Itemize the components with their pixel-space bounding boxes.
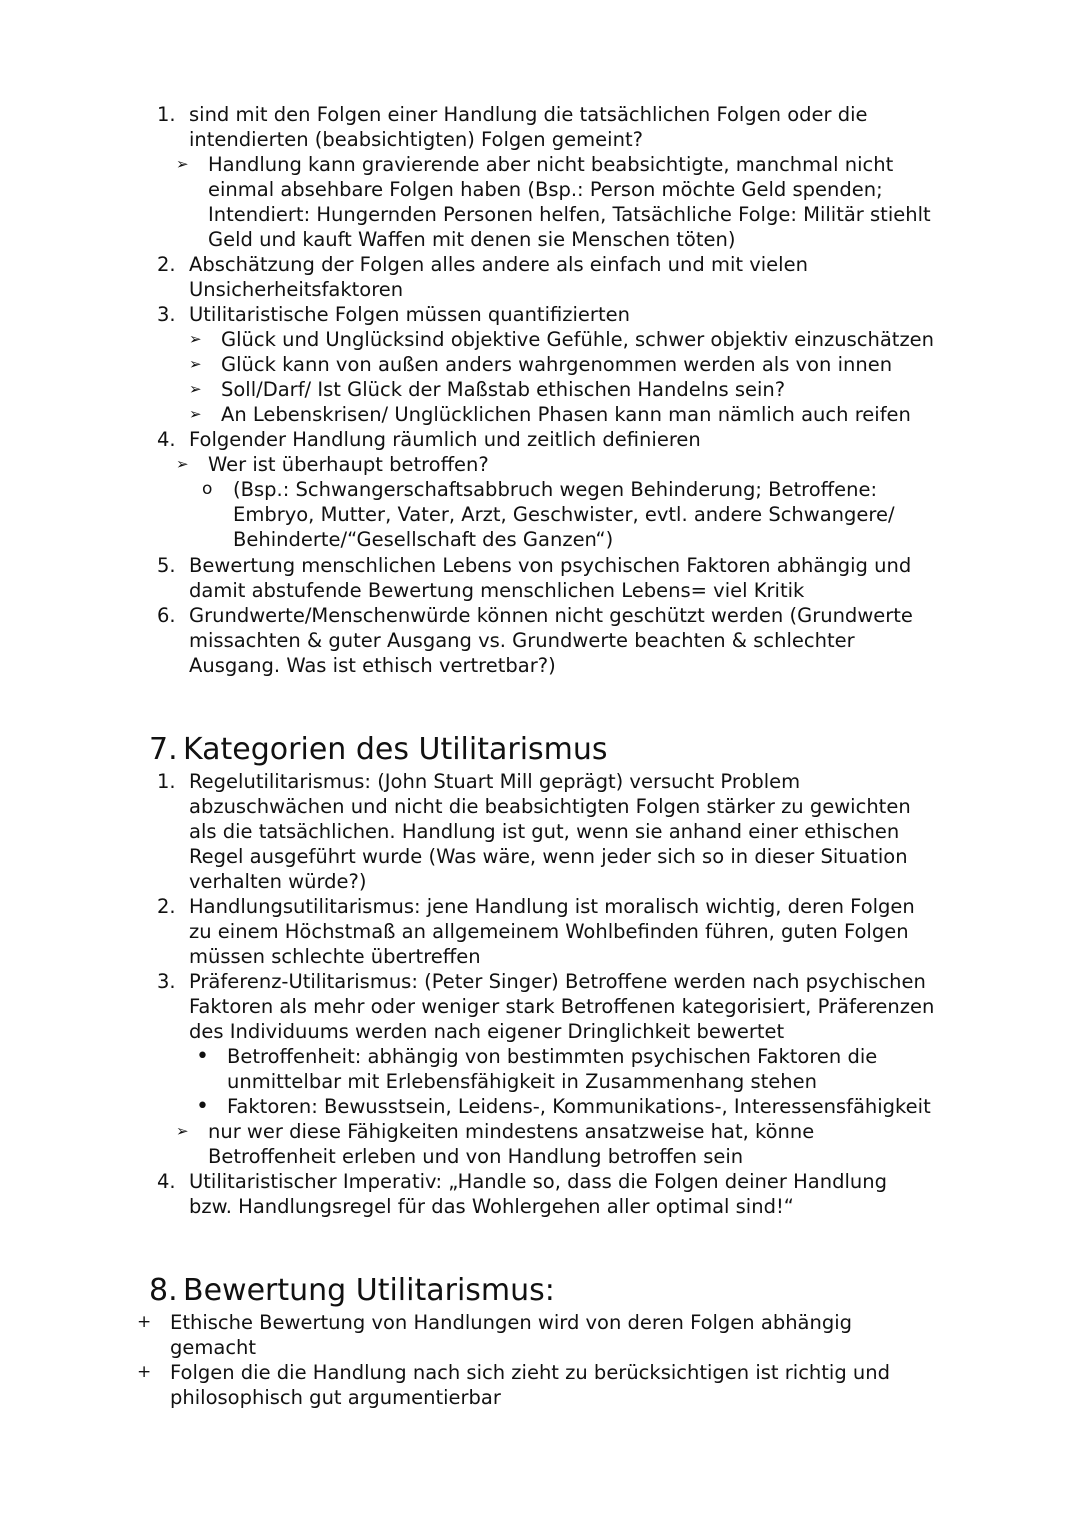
arrow-bullet-icon: ➢ [176,155,189,173]
heading-title: Kategorien des Utilitarismus [183,732,608,767]
list-number: 4. [157,1170,176,1193]
arrow-bullet-icon: ➢ [189,380,202,398]
text-line: gemacht [170,1336,257,1359]
text-line: Intendiert: Hungernden Personen helfen, Tatsächliche Folge: Militär stiehlt [208,203,931,226]
text-line: als die tatsächlichen. Handlung ist gut, wenn sie anhand einer ethischen [189,820,900,843]
text-line: Geld und kauft Waffen mit denen sie Menschen töten) [208,228,736,251]
text-line: damit abstufende Bewertung menschlichen Lebens= viel Kritik [189,579,805,602]
arrow-bullet-icon: ➢ [189,355,202,373]
text-line: missachten & guter Ausgang vs. Grundwerte beachten & schlechter [189,629,855,652]
text-line: Behinderte/“Gesellschaft des Ganzen“) [233,528,614,551]
text-line: Folgender Handlung räumlich und zeitlich definieren [189,428,701,451]
arrow-bullet-icon: ➢ [189,405,202,423]
text-line: des Individuums werden nach eigener Dringlichkeit bewertet [189,1020,785,1043]
text-line: Betroffenheit erleben und von Handlung betroffen sein [208,1145,744,1168]
arrow-bullet-icon: ➢ [189,330,202,348]
text-line: Soll/Darf/ Ist Glück der Maßstab ethischen Handelns sein? [221,378,786,401]
text-line: Präferenz-Utilitarismus: (Peter Singer) Betroffene werden nach psychischen [189,970,926,993]
bullet-dot-icon: • [196,1044,209,1069]
circle-bullet-icon: o [202,479,213,499]
text-line: Bewertung menschlichen Lebens von psychischen Faktoren abhängig und [189,554,912,577]
arrow-bullet-icon: ➢ [176,1122,189,1140]
plus-bullet-icon: + [137,1312,152,1332]
list-number: 1. [157,103,176,126]
list-number: 3. [157,970,176,993]
text-line: Glück kann von außen anders wahrgenommen werden als von innen [221,353,893,376]
list-number: 6. [157,604,176,627]
heading-number: 7. [149,732,178,767]
text-line: Ethische Bewertung von Handlungen wird von deren Folgen abhängig [170,1311,853,1334]
text-line: Handlung kann gravierende aber nicht beabsichtigte, manchmal nicht [208,153,894,176]
text-line: Faktoren als mehr oder weniger stark Betroffenen kategorisiert, Präferenzen [189,995,935,1018]
text-line: Utilitaristische Folgen müssen quantifizierten [189,303,630,326]
text-line: Handlungsutilitarismus: jene Handlung ist moralisch wichtig, deren Folgen [189,895,915,918]
text-line: Glück und Unglücksind objektive Gefühle, schwer objektiv einzuschätzen [221,328,935,351]
text-line: abzuschwächen und nicht die beabsichtigten Folgen stärker zu gewichten [189,795,911,818]
bullet-dot-icon: • [196,1094,209,1119]
text-line: Embryo, Mutter, Vater, Arzt, Geschwister, evtl. andere Schwangere/ [233,503,895,526]
text-line: Grundwerte/Menschenwürde können nicht geschützt werden (Grundwerte [189,604,913,627]
text-line: Abschätzung der Folgen alles andere als einfach und mit vielen [189,253,808,276]
list-number: 3. [157,303,176,326]
text-line: verhalten würde?) [189,870,367,893]
text-line: bzw. Handlungsregel für das Wohlergehen aller optimal sind!“ [189,1195,794,1218]
text-line: zu einem Höchstmaß an allgemeinem Wohlbefinden führen, guten Folgen [189,920,909,943]
text-line: unmittelbar mit Erlebensfähigkeit in Zusammenhang stehen [227,1070,818,1093]
list-number: 1. [157,770,176,793]
text-line: Regelutilitarismus: (John Stuart Mill geprägt) versucht Problem [189,770,801,793]
text-line: Faktoren: Bewusstsein, Leidens-, Kommunikations-, Interessensfähigkeit [227,1095,931,1118]
heading-title: Bewertung Utilitarismus: [183,1273,555,1308]
heading-number: 8. [149,1273,178,1308]
text-line: Regel ausgeführt wurde (Was wäre, wenn jeder sich so in dieser Situation [189,845,908,868]
text-line: Folgen die die Handlung nach sich zieht zu berücksichtigen ist richtig und [170,1361,891,1384]
text-line: Wer ist überhaupt betroffen? [208,453,489,476]
text-line: müssen schlechte übertreffen [189,945,481,968]
list-number: 5. [157,554,176,577]
text-line: intendierten (beabsichtigten) Folgen gemeint? [189,128,643,151]
list-number: 2. [157,253,176,276]
text-line: einmal absehbare Folgen haben (Bsp.: Person möchte Geld spenden; [208,178,883,201]
text-line: (Bsp.: Schwangerschaftsabbruch wegen Behinderung; Betroffene: [233,478,878,501]
arrow-bullet-icon: ➢ [176,455,189,473]
list-number: 2. [157,895,176,918]
text-line: Betroffenheit: abhängig von bestimmten psychischen Faktoren die [227,1045,878,1068]
text-line: nur wer diese Fähigkeiten mindestens ansatzweise hat, könne [208,1120,815,1143]
text-line: Unsicherheitsfaktoren [189,278,404,301]
plus-bullet-icon: + [137,1362,152,1382]
text-line: sind mit den Folgen einer Handlung die tatsächlichen Folgen oder die [189,103,868,126]
text-line: Ausgang. Was ist ethisch vertretbar?) [189,654,556,677]
list-number: 4. [157,428,176,451]
text-line: An Lebenskrisen/ Unglücklichen Phasen kann man nämlich auch reifen [221,403,911,426]
text-line: philosophisch gut argumentierbar [170,1386,501,1409]
text-line: Utilitaristischer Imperativ: „Handle so, dass die Folgen deiner Handlung [189,1170,887,1193]
